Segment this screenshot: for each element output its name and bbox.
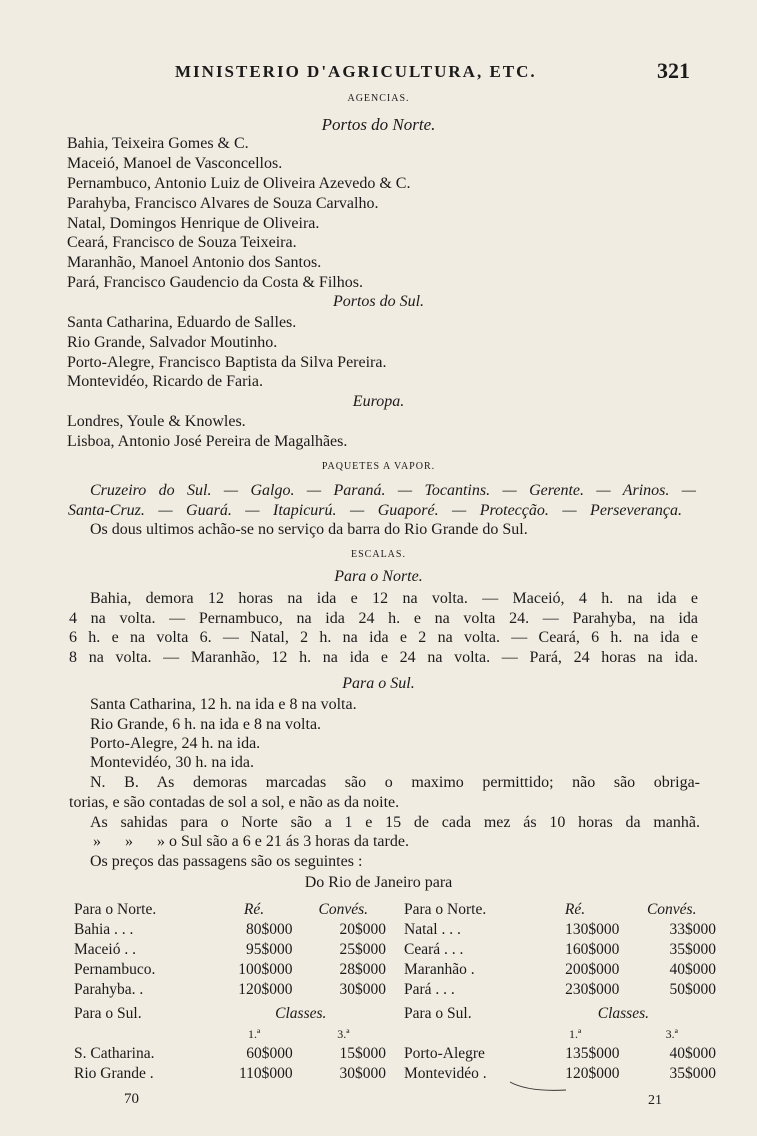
- agency-line: Rio Grande, Salvador Moutinho.: [67, 334, 278, 351]
- signature-mark: 70: [124, 1091, 139, 1107]
- escalas-heading: ESCALAS.: [351, 549, 406, 560]
- table-cell: 35$000: [669, 941, 716, 958]
- running-title: MINISTERIO D'AGRICULTURA, ETC.: [175, 62, 537, 81]
- table-cell: S. Catharina.: [74, 1045, 155, 1062]
- table-cell: 110$000: [239, 1065, 293, 1082]
- table-header-cell: Para o Sul.: [404, 1005, 472, 1022]
- table-row: [70, 980, 390, 1000]
- agency-line: Pernambuco, Antonio Luiz de Oliveira Azevedo & C.: [67, 175, 411, 192]
- table-cell: 30$000: [339, 981, 386, 998]
- table-header-row: [70, 900, 390, 920]
- table-cell: 95$000: [246, 941, 293, 958]
- table-header-row: [400, 1024, 720, 1044]
- table-cell: Pernambuco.: [74, 961, 156, 978]
- escala-line: Porto-Alegre, 24 h. na ida.: [90, 735, 261, 752]
- table-cell: 20$000: [339, 921, 386, 938]
- paquetes-note: Os dous ultimos achão-se no serviço da barra do Rio Grande do Sul.: [90, 521, 528, 538]
- table-row: [70, 960, 390, 980]
- ships-line: Cruzeiro do Sul. — Galgo. — Paraná. — Tocantins. — Gerente. — Arinos. —: [90, 482, 696, 499]
- agency-line: Pará, Francisco Gaudencio da Costa & Filhos.: [67, 274, 363, 291]
- escala-line: Rio Grande, 6 h. na ida e 8 na volta.: [90, 716, 322, 733]
- table-cell: 15$000: [339, 1045, 386, 1062]
- table-cell: 120$000: [565, 1065, 620, 1082]
- table-header-cell: Ré.: [564, 901, 586, 918]
- ink-flourish: [508, 1076, 572, 1096]
- agency-line: Natal, Domingos Henrique de Oliveira.: [67, 215, 320, 232]
- table-cell: Rio Grande .: [74, 1065, 154, 1082]
- table-cell: 30$000: [339, 1065, 386, 1082]
- table-row: [400, 1044, 720, 1064]
- table-header-cell: Para o Norte.: [74, 901, 157, 918]
- table-cell: 200$000: [565, 961, 620, 978]
- table-header-cell: Ré.: [243, 901, 265, 918]
- table-header-row: [70, 1024, 390, 1044]
- table-cell: 100$000: [238, 961, 293, 978]
- table-cell: 120$000: [238, 981, 293, 998]
- agency-line: Maranhão, Manoel Antonio dos Santos.: [67, 254, 322, 271]
- table-header-cell: Classes.: [275, 1005, 327, 1022]
- sheet-number: 21: [648, 1093, 662, 1108]
- table-cell: 33$000: [669, 921, 716, 938]
- table-row: [400, 920, 720, 940]
- page-header: [0, 58, 757, 88]
- table-cell: 60$000: [246, 1045, 293, 1062]
- table-cell: Maceió . .: [74, 941, 136, 958]
- page-number: 321: [657, 58, 690, 83]
- table-header-cell: 3.ª: [337, 1026, 350, 1041]
- table-cell: 230$000: [565, 981, 620, 998]
- precos-line: Os preços das passagens são os seguintes :: [90, 853, 363, 870]
- table-cell: 40$000: [669, 1045, 716, 1062]
- para-norte-heading: Para o Norte.: [334, 568, 423, 585]
- table-cell: Maranhão .: [404, 961, 475, 978]
- table-cell: 160$000: [565, 941, 620, 958]
- sul-table-left: [70, 1004, 390, 1084]
- table-header-cell: Para o Sul.: [74, 1005, 142, 1022]
- portos-sul-heading: Portos do Sul.: [332, 293, 425, 310]
- table-header-cell: 3.ª: [665, 1026, 678, 1041]
- sahidas-line: » » » o Sul são a 6 e 21 ás 3 horas da tarde.: [93, 833, 409, 850]
- table-header-cell: 1.ª: [247, 1026, 261, 1041]
- agency-line: Porto-Alegre, Francisco Baptista da Silva Pereira.: [67, 354, 387, 371]
- agency-line: Ceará, Francisco de Souza Teixeira.: [67, 234, 297, 251]
- table-cell: Parahyba. .: [74, 981, 144, 998]
- table-cell: Montevidéo .: [404, 1065, 487, 1082]
- table-cell: 28$000: [339, 961, 386, 978]
- table-row: [70, 940, 390, 960]
- portos-norte-heading: Portos do Norte.: [321, 115, 436, 134]
- agency-line: Londres, Youle & Knowles.: [67, 413, 246, 430]
- table-cell: Porto-Alegre: [404, 1045, 485, 1062]
- agency-line: Montevidéo, Ricardo de Faria.: [67, 373, 263, 390]
- table-cell: 40$000: [669, 961, 716, 978]
- table-row: [70, 1064, 390, 1084]
- para-sul-heading: Para o Sul.: [342, 675, 415, 692]
- table-row: [70, 920, 390, 940]
- do-rio-heading: Do Rio de Janeiro para: [304, 874, 453, 891]
- table-row: [70, 1044, 390, 1064]
- escala-line: 6 h. e na volta 6. — Natal, 2 h. na ida e 2 na volta. — Ceará, 6 h. na ida e: [69, 629, 698, 646]
- norte-table-left: [70, 900, 390, 1000]
- europa-heading: Europa.: [352, 393, 405, 410]
- sahidas-line: As sahidas para o Norte são a 1 e 15 de cada mez ás 10 horas da manhã.: [90, 814, 700, 831]
- escala-line: 8 na volta. — Maranhão, 12 h. na ida e 24 na volta. — Pará, 24 horas na ida.: [69, 649, 698, 666]
- agency-line: Parahyba, Francisco Alvares de Souza Carvalho.: [67, 195, 379, 212]
- table-cell: 130$000: [565, 921, 620, 938]
- table-cell: Bahia . . .: [74, 921, 134, 938]
- table-cell: Ceará . . .: [404, 941, 464, 958]
- escala-line: Santa Catharina, 12 h. na ida e 8 na volta.: [90, 696, 357, 713]
- escala-line: 4 na volta. — Pernambuco, na ida 24 h. e na volta 24. — Parahyba, na ida: [69, 610, 698, 627]
- escala-line: Bahia, demora 12 horas na ida e 12 na volta. — Maceió, 4 h. na ida e: [90, 590, 698, 607]
- table-header-row: [400, 900, 720, 920]
- escala-line: Montevidéo, 30 h. na ida.: [90, 754, 254, 771]
- table-header-cell: Convés.: [646, 901, 697, 918]
- table-header-row: [70, 1004, 390, 1024]
- table-header-cell: 1.ª: [568, 1026, 582, 1041]
- table-header-cell: Para o Norte.: [404, 901, 487, 918]
- table-cell: Natal . . .: [404, 921, 461, 938]
- sul-table-right: [400, 1004, 720, 1084]
- nb-line: N. B. As demoras marcadas são o maximo permittido; não são obriga-: [90, 774, 700, 791]
- table-row: [400, 940, 720, 960]
- nb-line: torias, e são contadas de sol a sol, e não as da noite.: [69, 794, 400, 811]
- table-cell: 135$000: [565, 1045, 620, 1062]
- agency-line: Lisboa, Antonio José Pereira de Magalhães.: [67, 433, 348, 450]
- table-cell: Pará . . .: [404, 981, 455, 998]
- agency-line: Maceió, Manoel de Vasconcellos.: [67, 155, 283, 172]
- norte-table-right: [400, 900, 720, 1000]
- paquetes-heading: PAQUETES A VAPOR.: [321, 461, 436, 472]
- agency-line: Bahia, Teixeira Gomes & C.: [67, 135, 249, 152]
- agencias-heading: AGENCIAS.: [347, 93, 410, 104]
- table-cell: 50$000: [669, 981, 716, 998]
- agency-line: Santa Catharina, Eduardo de Salles.: [67, 314, 297, 331]
- table-cell: 80$000: [246, 921, 293, 938]
- table-row: [400, 960, 720, 980]
- table-row: [400, 980, 720, 1000]
- table-header-row: [400, 1004, 720, 1024]
- table-header-cell: Convés.: [318, 901, 369, 918]
- ships-line: Santa-Cruz. — Guará. — Itapicurú. — Guaporé. — Protecção. — Perseverança.: [68, 502, 682, 519]
- table-cell: 35$000: [669, 1065, 716, 1082]
- table-cell: 25$000: [339, 941, 386, 958]
- table-header-cell: Classes.: [597, 1005, 649, 1022]
